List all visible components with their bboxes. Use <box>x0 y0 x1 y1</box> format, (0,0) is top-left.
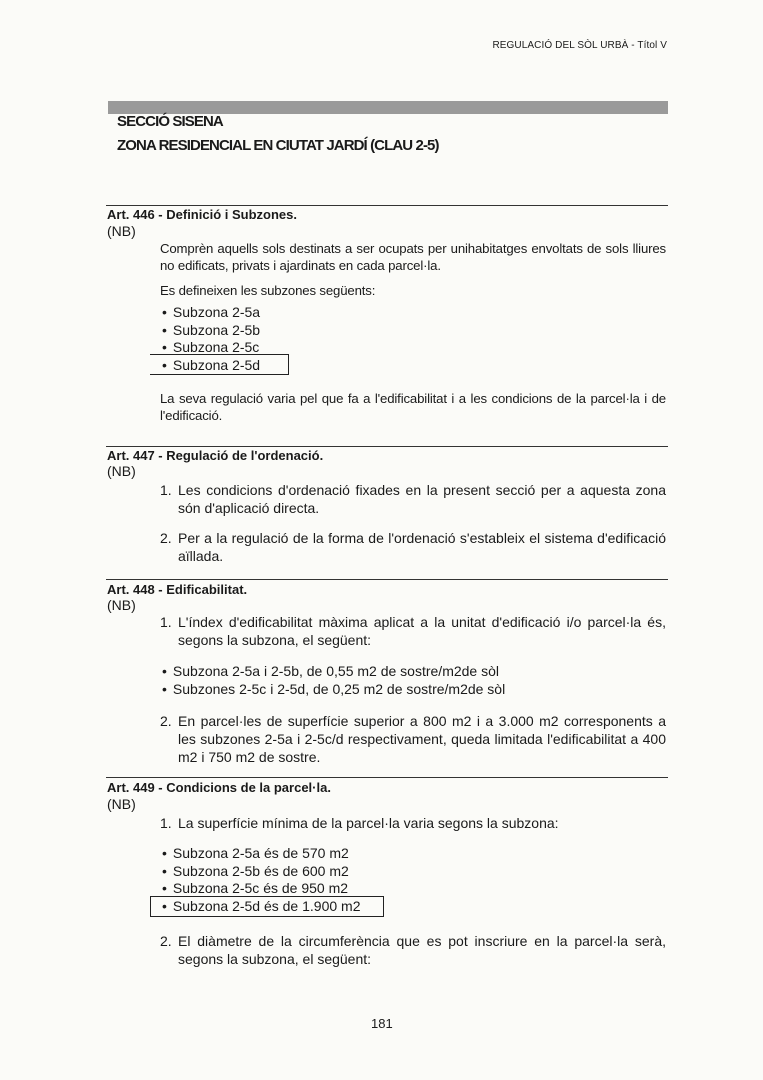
list-item: • Subzona 2-5d és de 1.900 m2 <box>162 898 360 916</box>
edificabilitat-list <box>162 663 505 698</box>
list-item: • Subzona 2-5a és de 570 m2 <box>162 845 360 863</box>
article-title: Art. 448 - Edificabilitat. <box>107 582 248 597</box>
numbered-item <box>160 613 666 649</box>
handwritten-mark <box>150 896 384 917</box>
item-number: 1. <box>160 482 172 498</box>
list-item: • Subzona 2-5a i 2-5b, de 0,55 m2 de sostre/m2de sòl <box>162 663 505 681</box>
running-header: REGULACIÓ DEL SÒL URBÀ - Títol V <box>492 40 667 51</box>
paragraph: Comprèn aquells sols destinats a ser ocupats per unihabitatges envoltats de sols lliures no edificats, privats i ajardinats en cada parcel·la. <box>160 241 666 273</box>
nb-tag: (NB) <box>107 597 136 613</box>
article-title: Art. 447 - Regulació de l'ordenació. <box>107 448 324 463</box>
numbered-item <box>160 712 666 766</box>
article-divider <box>106 446 668 447</box>
article-divider <box>106 579 668 580</box>
list-item: • Subzones 2-5c i 2-5d, de 0,25 m2 de sostre/m2de sòl <box>162 681 505 699</box>
handwritten-mark <box>150 354 289 375</box>
nb-tag: (NB) <box>107 223 136 239</box>
article-title: Art. 446 - Definició i Subzones. <box>107 207 297 222</box>
article-divider <box>106 777 668 778</box>
item-number: 1. <box>160 815 172 831</box>
list-item: • Subzona 2-5b és de 600 m2 <box>162 863 360 881</box>
item-number: 1. <box>160 614 172 630</box>
item-text: En parcel·les de superfície superior a 800 m2 i a 3.000 m2 corresponents a les subzones 2-5a i 2-5c/d respectivament, queda limitada l'edificabilitat a 400 m2 i 750 m2 de sostre. <box>178 713 666 765</box>
nb-tag: (NB) <box>107 463 136 479</box>
section-label: SECCIÓ SISENA <box>117 113 223 130</box>
item-number: 2. <box>160 933 172 949</box>
article-divider <box>106 205 668 206</box>
list-item: • Subzona 2-5b <box>162 322 260 340</box>
list-item: • Subzona 2-5d <box>162 357 260 375</box>
numbered-item <box>160 932 666 968</box>
item-text: El diàmetre de la circumferència que es pot inscriure en la parcel·la serà, segons la subzona, el següent: <box>178 933 666 967</box>
list-item: • Subzona 2-5c <box>162 339 260 357</box>
zone-title: ZONA RESIDENCIAL EN CIUTAT JARDÍ (CLAU 2-5) <box>117 137 439 154</box>
item-text: Per a la regulació de la forma de l'ordenació s'estableix el sistema d'edificació aïllada. <box>178 530 666 564</box>
nb-tag: (NB) <box>107 796 136 812</box>
list-item: • Subzona 2-5a <box>162 304 260 322</box>
numbered-item <box>160 529 666 565</box>
list-item: • Subzona 2-5c és de 950 m2 <box>162 880 360 898</box>
page-number: 181 <box>371 1016 393 1031</box>
item-text: L'índex d'edificabilitat màxima aplicat a la unitat d'edificació i/o parcel·la és, segons la subzona, el següent: <box>178 614 666 648</box>
item-text: Les condicions d'ordenació fixades en la present secció per a aquesta zona són d'aplicació directa. <box>178 482 666 516</box>
paragraph: Es defineixen les subzones següents: <box>160 283 376 298</box>
numbered-item <box>160 481 666 517</box>
article-title: Art. 449 - Condicions de la parcel·la. <box>107 780 331 795</box>
numbered-item <box>160 814 666 832</box>
item-text: La superfície mínima de la parcel·la varia segons la subzona: <box>178 815 559 831</box>
item-number: 2. <box>160 530 172 546</box>
paragraph: La seva regulació varia pel que fa a l'edificabilitat i a les condicions de la parcel·la i de l'edificació. <box>160 391 666 423</box>
item-number: 2. <box>160 713 172 729</box>
